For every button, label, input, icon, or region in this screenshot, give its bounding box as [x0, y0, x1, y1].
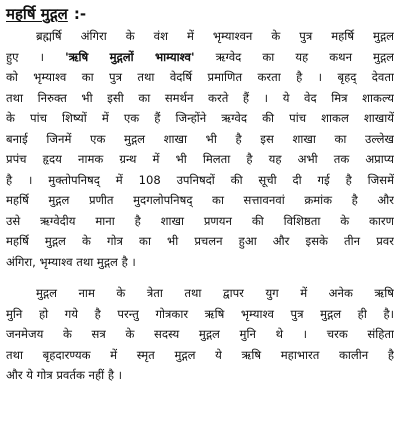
paragraph-line — [6, 47, 394, 68]
paragraph-line: मुद्गल नाम के त्रेता तथा द्वापर युग में अनेक ऋषि — [36, 286, 394, 300]
paragraph-line: मुनि हो गये है परन्तु गोत्रकार ऋषि भृम्याश्व पुत्र मुद्गल ही है। — [6, 306, 394, 321]
line-text: ऋग्वेद का यह कथन मुद्गल — [215, 49, 394, 64]
line-text: हुए । — [6, 49, 45, 64]
title-suffix: :- — [73, 5, 87, 23]
paragraph-line: अंगिरा, भृम्याश्व तथा मुद्गल है । — [6, 254, 136, 269]
paragraph-line: है । मुक्तोपनिषद् में 108 उपनिषदों की सूची दी गई है जिसमें — [6, 172, 394, 187]
paragraph-line: ब्रह्मर्षि अंगिरा के वंश में भृम्याश्वन के पुत्र महर्षि मुद्गल — [36, 29, 394, 43]
paragraph-line: तथा बृहदारण्यक में स्मृत मुद्गल ये ऋषि महाभारत कालीन है — [6, 347, 394, 362]
page-title: महर्षि मुद्गल — [6, 5, 68, 23]
paragraph-2 — [6, 283, 394, 386]
paragraph-line: तथा निरुक्त भी इसी का समर्थन करते हैं । ये वेद मित्र शाकल्य — [6, 90, 394, 105]
paragraph-line: महर्षि मुद्गल के गोत्र का भी प्रचलन हुआ और इसके तीन प्रवर — [6, 234, 394, 248]
paragraph-line: और ये गोत्र प्रवर्तक नहीं है । — [6, 368, 123, 382]
paragraph-1 — [6, 26, 394, 272]
paragraph-line: को भृम्याश्व का पुत्र तथा वेदर्षि प्रमाणित करता है । बृहद् देवता — [6, 70, 394, 84]
paragraph-line: के पांच शिष्यों में एक हैं जिन्होंने ऋग्वेद की पांच शाकल शाखायें — [6, 111, 394, 125]
heading-row — [6, 4, 394, 24]
paragraph-line: महर्षि मुद्गल प्रणीत मुदगलोपनिषद् का सत्तावनवां क्रमांक है और — [6, 193, 394, 207]
paragraph-gap — [6, 272, 394, 283]
paragraph-line: जनमेजय के सत्र के सदस्य मुद्गल मुनि थे । चरक संहिता — [6, 327, 394, 341]
paragraph-line: प्रपंच हृदय नामक ग्रन्थ में भी मिलता है यह अभी तक अप्राप्य — [6, 152, 394, 166]
paragraph-line: बनाई जिनमें एक मुद्गल शाखा भी है इस शाखा का उल्लेख — [6, 131, 394, 146]
paragraph-line: उसे ऋग्वेदीय माना है शाखा प्रणयन की विशिष्ठता के कारण — [6, 213, 394, 228]
bold-quote: 'ऋषि मुद्गलों भाम्याश्व' — [65, 49, 195, 64]
